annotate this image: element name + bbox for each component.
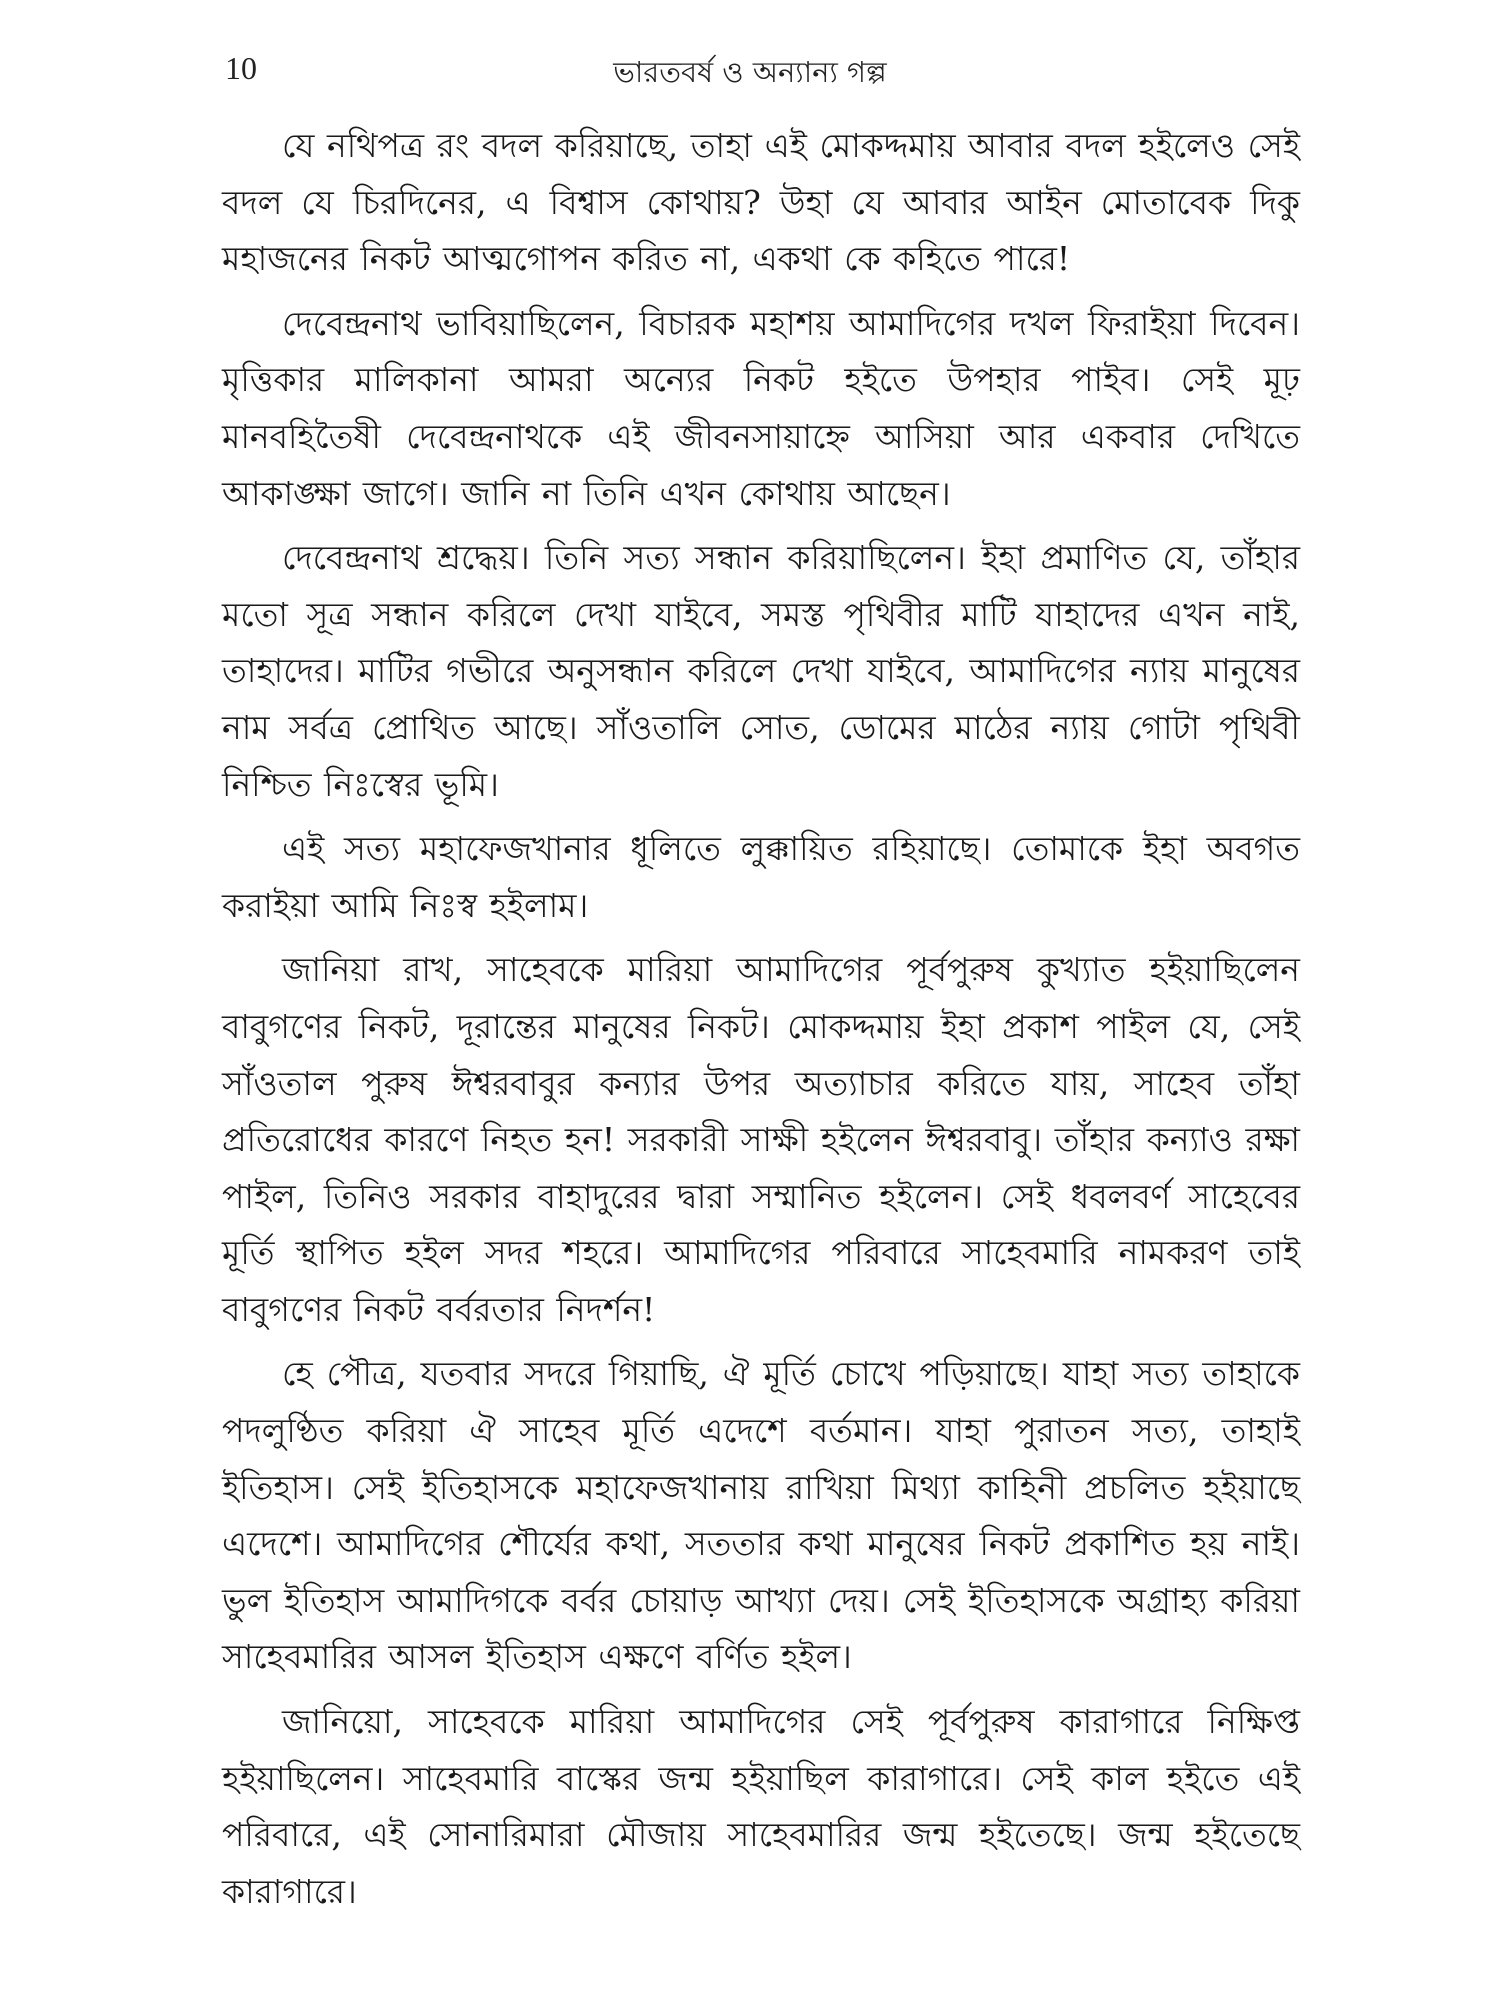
body-text — [222, 118, 1300, 1928]
paragraph-1: যে নথিপত্র রং বদল করিয়াছে, তাহা এই মোকদ্দমায় আবার বদল হইলেও সেই বদল যে চিরদিনের, এ বিশ্বাস কোথায়? উহা যে আবার আইন মোতাবেক দিকু মহাজনের নিকট আত্মগোপন করিত না, একথা কে কহিতে পারে! — [222, 126, 1300, 279]
running-title: ভারতবর্ষ ও অন্যান্য গল্প — [613, 55, 887, 89]
page-header — [0, 48, 1500, 98]
page-number: 10 — [225, 50, 257, 86]
paragraph-7: জানিয়ো, সাহেবকে মারিয়া আমাদিগের সেই পূর্বপুরুষ কারাগারে নিক্ষিপ্ত হইয়াছিলেন। সাহেবমারি বাস্কের জন্ম হইয়াছিল কারাগারে। সেই কাল হইতে এই পরিবারে, এই সোনারিমারা মৌজায় সাহেবমারির জন্ম হইতেছে। জন্ম হইতেছে কারাগারে। — [222, 1702, 1300, 1911]
paragraph-6: হে পৌত্র, যতবার সদরে গিয়াছি, ঐ মূর্তি চোখে পড়িয়াছে। যাহা সত্য তাহাকে পদলুণ্ঠিত করিয়া ঐ সাহেব মূর্তি এদেশে বর্তমান। যাহা পুরাতন সত্য, তাহাই ইতিহাস। সেই ইতিহাসকে মহাফেজখানায় রাখিয়া মিথ্যা কাহিনী প্রচলিত হইয়াছে এদেশে। আমাদিগের শৌর্যের কথা, সততার কথা মানুষের নিকট প্রকাশিত হয় নাই। ভুল ইতিহাস আমাদিগকে বর্বর চোয়াড় আখ্যা দেয়। সেই ইতিহাসকে অগ্রাহ্য করিয়া সাহেবমারির আসল ইতিহাস এক্ষণে বর্ণিত হইল। — [222, 1354, 1300, 1677]
paragraph-2: দেবেন্দ্রনাথ ভাবিয়াছিলেন, বিচারক মহাশয় আমাদিগের দখল ফিরাইয়া দিবেন। মৃত্তিকার মালিকানা আমরা অন্যের নিকট হইতে উপহার পাইব। সেই মূঢ় মানবহিতৈষী দেবেন্দ্রনাথকে এই জীবনসায়াহ্নে আসিয়া আর একবার দেখিতে আকাঙ্ক্ষা জাগে। জানি না তিনি এখন কোথায় আছেন। — [222, 303, 1300, 513]
paragraph-3: দেবেন্দ্রনাথ শ্রদ্ধেয়। তিনি সত্য সন্ধান করিয়াছিলেন। ইহা প্রমাণিত যে, তাঁহার মতো সূত্র সন্ধান করিলে দেখা যাইবে, সমস্ত পৃথিবীর মাটি যাহাদের এখন নাই, তাহাদের। মাটির গভীরে অনুসন্ধান করিলে দেখা যাইবে, আমাদিগের ন্যায় মানুষের নাম সর্বত্র প্রোথিত আছে। সাঁওতালি সোত, ডোমের মাঠের ন্যায় গোটা পৃথিবী নিশ্চিত নিঃস্বের ভূমি। — [222, 538, 1300, 804]
paragraph-4: এই সত্য মহাফেজখানার ধূলিতে লুক্কায়িত রহিয়াছে। তোমাকে ইহা অবগত করাইয়া আমি নিঃস্ব হইলাম। — [222, 829, 1300, 925]
paragraph-5: জানিয়া রাখ, সাহেবকে মারিয়া আমাদিগের পূর্বপুরুষ কুখ্যাত হইয়াছিলেন বাবুগণের নিকট, দূরান্তের মানুষের নিকট। মোকদ্দমায় ইহা প্রকাশ পাইল যে, সেই সাঁওতাল পুরুষ ঈশ্বরবাবুর কন্যার উপর অত্যাচার করিতে যায়, সাহেব তাঁহা প্রতিরোধের কারণে নিহত হন! সরকারী সাক্ষী হইলেন ঈশ্বরবাবু। তাঁহার কন্যাও রক্ষা পাইল, তিনিও সরকার বাহাদুরের দ্বারা সম্মানিত হইলেন। সেই ধবলবর্ণ সাহেবের মূর্তি স্থাপিত হইল সদর শহরে। আমাদিগের পরিবারে সাহেবমারি নামকরণ তাই বাবুগণের নিকট বর্বরতার নিদর্শন! — [222, 950, 1300, 1329]
